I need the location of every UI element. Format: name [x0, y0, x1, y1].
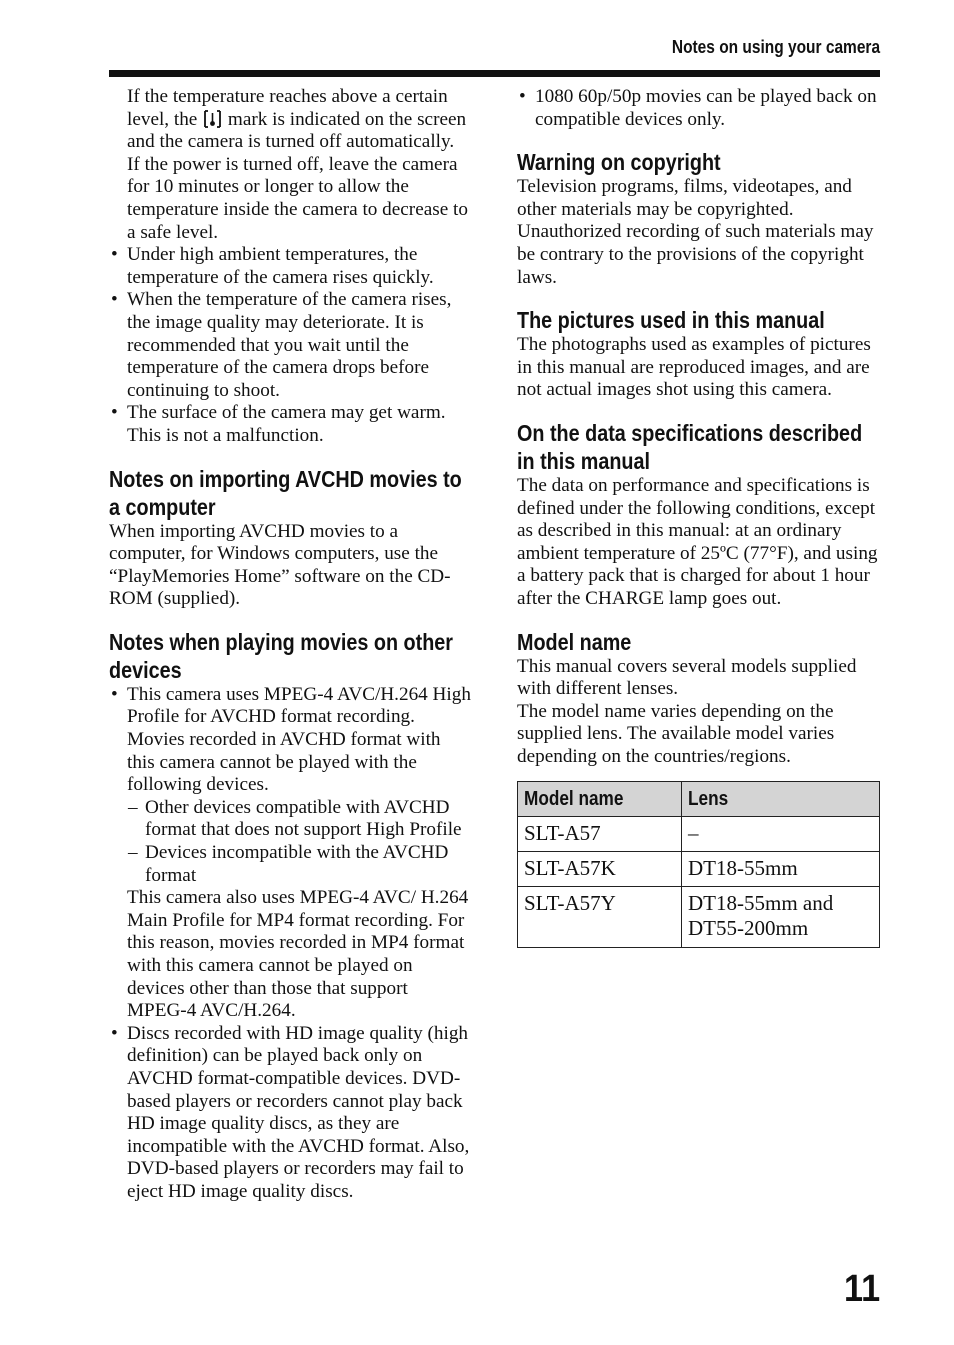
- model-body-2: The model name varies depending on the supplied lens. The available model varies depending on the countries/regions.: [517, 700, 835, 767]
- list-item: • Under high ambient temperatures, the temperature of the camera rises quickly.: [109, 244, 471, 289]
- column-header-model: [518, 782, 682, 817]
- dash-item: – Devices incompatible with the AVCHD format: [127, 842, 471, 887]
- heading-pictures: The pictures used in this manual: [517, 307, 825, 334]
- playing-bullet-continued: This camera also uses MPEG-4 AVC/ H.264 Main Profile for MP4 format recording. For this reason, movies recorded in MP4 format with this camera cannot be played on devices other than those that support MPEG-4 AVC/H.264.: [127, 887, 469, 1022]
- heading-model-name: Model name: [517, 628, 632, 655]
- table-cell-lens: –: [682, 817, 880, 852]
- temperature-warning-icon: [204, 110, 221, 128]
- incompatible-devices-list: [127, 797, 471, 887]
- right-column: [517, 86, 880, 948]
- pictures-body: The photographs used as examples of pictures in this manual are reproduced images, and are not actual images shot using this camera.: [517, 334, 871, 401]
- table-header-row: [518, 782, 880, 817]
- table-cell-model: SLT-A57K: [518, 852, 682, 887]
- column-header-lens: [682, 782, 880, 817]
- table-row: [518, 852, 880, 887]
- intro-text-before-icon: If the temperature reaches above a certain level, the: [127, 86, 448, 130]
- list-item: • 1080 60p/50p movies can be played back on compatible devices only.: [517, 86, 880, 131]
- heading-playing-movies: Notes when playing movies on other devices: [109, 628, 454, 683]
- copyright-body: Television programs, films, videotapes, and other materials may be copyrighted. Unauthorized recording of such materials may be contrary to the provisions of the copyright laws.: [517, 176, 874, 288]
- playing-bullets: [109, 684, 471, 1204]
- table-row: [518, 887, 880, 948]
- header-label: Lens: [688, 787, 729, 810]
- movie-bullets: [517, 86, 880, 131]
- heading-data-specifications: On the data specifications described in this manual: [517, 419, 863, 474]
- table-row: [518, 817, 880, 852]
- heading-importing-avchd: Notes on importing AVCHD movies to a computer: [109, 465, 462, 520]
- temperature-intro: [109, 86, 471, 244]
- model-body-1: This manual covers several models supplied with different lenses.: [517, 655, 857, 700]
- table-cell-model: SLT-A57: [518, 817, 682, 852]
- dash-item: – Other devices compatible with AVCHD format that does not support High Profile: [127, 797, 471, 842]
- table-cell-lens: DT18-55mm and DT55-200mm: [682, 887, 880, 948]
- heading-copyright: Warning on copyright: [517, 149, 721, 176]
- list-item: • When the temperature of the camera rises, the image quality may deteriorate. It is recommended that you wait until the temperature of the camera drops before continuing to shoot.: [109, 289, 471, 402]
- table-cell-model: SLT-A57Y: [518, 887, 682, 948]
- table-cell-lens: DT18-55mm: [682, 852, 880, 887]
- page-number: 11: [843, 1268, 880, 1310]
- intro-text-after-icon: mark is indicated on the screen and the camera is turned off automatically. If the power is turned off, leave the camera for 10 minutes or longer to allow the temperature inside the camera to decrease to a safe level.: [127, 108, 468, 243]
- list-item: • Discs recorded with HD image quality (high definition) can be played back only on AVCHD format-compatible devices. DVD-based players or recorders cannot play back HD image quality discs, as they are incompatible with the AVCHD format. Also, DVD-based players or recorders may fail to eject HD image quality discs.: [109, 1023, 471, 1204]
- header-label: Model name: [524, 787, 624, 810]
- list-item: [109, 684, 471, 1023]
- specifications-body: The data on performance and specifications is defined under the following conditions, except as described in this manual: at an ordinary ambient temperature of 25ºC (77°F), and using a battery pack that is charged for about 1 hour after the CHARGE lamp goes out.: [517, 474, 878, 609]
- left-column: [109, 86, 471, 1204]
- model-lens-table: [517, 781, 880, 948]
- list-item: • The surface of the camera may get warm. This is not a malfunction.: [109, 402, 471, 447]
- running-header: Notes on using your camera: [671, 37, 880, 57]
- importing-body: When importing AVCHD movies to a computer, for Windows computers, use the “PlayMemories Home” software on the CD-ROM (supplied).: [109, 520, 451, 610]
- header-rule: [109, 70, 880, 77]
- temperature-bullets: [109, 244, 471, 447]
- playing-bullet-text: This camera uses MPEG-4 AVC/H.264 High Profile for AVCHD format recording. Movies recorded in AVCHD format with this camera cannot be played with the following devices.: [127, 683, 471, 796]
